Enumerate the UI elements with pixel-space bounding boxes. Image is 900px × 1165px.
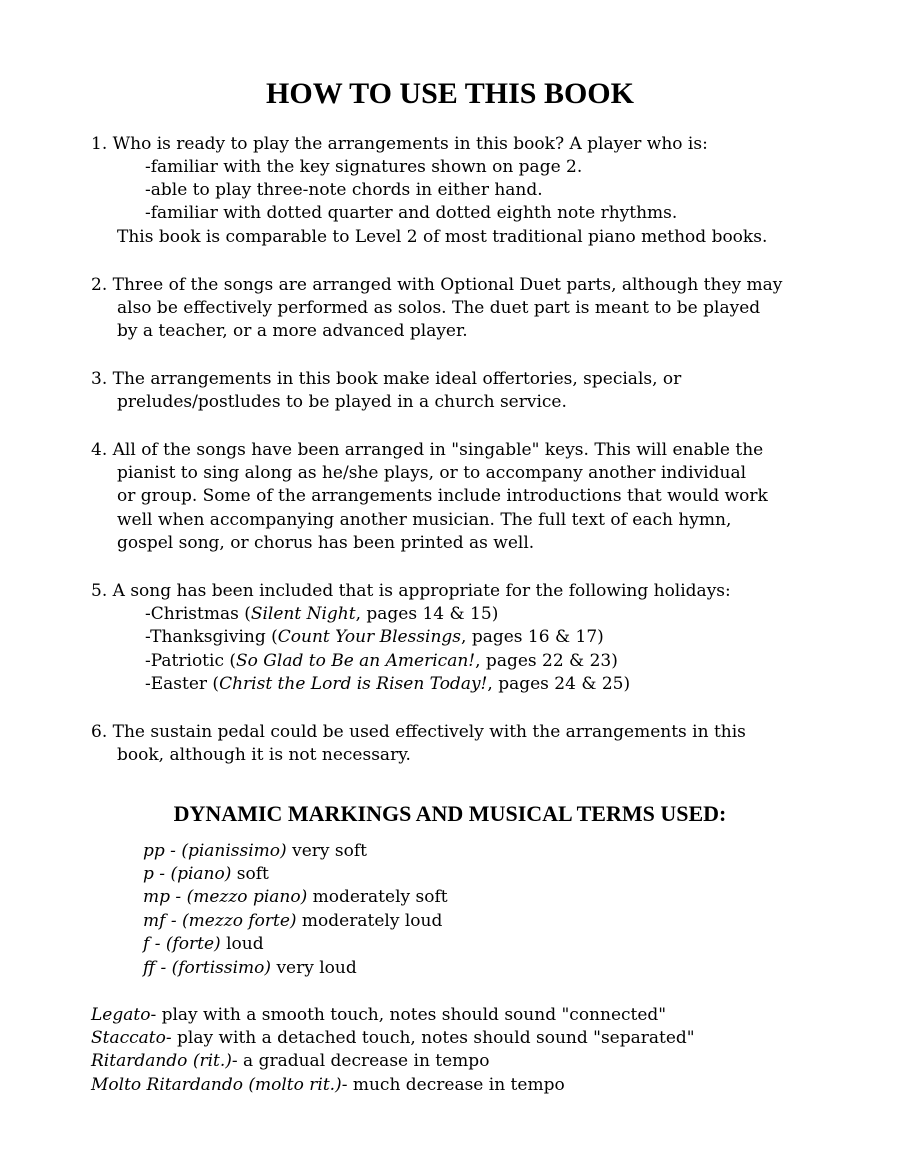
song-title: Christ the Lord is Risen Today! xyxy=(219,674,488,694)
item-4-line: well when accompanying another musician. The full text of each hymn, xyxy=(117,510,732,530)
page-title: HOW TO USE THIS BOOK xyxy=(266,77,634,110)
dynamic-name: (forte) xyxy=(165,934,221,954)
dynamic-marking xyxy=(143,910,442,933)
dynamic-separator: - xyxy=(170,887,187,907)
dynamic-separator: - xyxy=(165,911,182,931)
item-number: 2. xyxy=(91,275,108,295)
dynamic-meaning: loud xyxy=(220,934,264,954)
dynamic-separator: - xyxy=(155,958,172,978)
term-name: Ritardando (rit.) xyxy=(91,1051,232,1071)
dynamic-symbol: pp xyxy=(143,841,165,861)
holiday-pages: , pages 16 & 17) xyxy=(461,627,604,647)
term-legato xyxy=(91,1004,666,1027)
dynamic-symbol: mf xyxy=(143,911,166,931)
dynamic-name: (piano) xyxy=(170,864,232,884)
dynamic-marking xyxy=(143,886,448,909)
holiday-label: -Thanksgiving ( xyxy=(145,627,278,647)
term-name: Molto Ritardando (molto rit.) xyxy=(91,1075,342,1095)
item-3-line: preludes/postludes to be played in a church service. xyxy=(117,392,567,412)
item-2-first-line xyxy=(91,274,782,297)
holiday-pages: , pages 24 & 25) xyxy=(487,674,631,694)
item-text: The arrangements in this book make ideal offertories, specials, or xyxy=(112,369,682,389)
song-title: Silent Night xyxy=(250,604,356,624)
holiday-christmas xyxy=(145,603,498,626)
item-2-line: by a teacher, or a more advanced player. xyxy=(117,321,468,341)
holiday-pages: , pages 14 & 15) xyxy=(355,604,499,624)
item-6-first-line xyxy=(91,721,746,744)
dynamic-symbol: f xyxy=(143,934,150,954)
holiday-easter xyxy=(145,673,630,696)
dynamic-separator: - xyxy=(153,864,171,884)
holiday-thanksgiving xyxy=(145,626,604,649)
dynamic-name: (mezzo piano) xyxy=(186,887,308,907)
dynamic-name: (pianissimo) xyxy=(181,841,287,861)
dynamic-name: (fortissimo) xyxy=(171,958,272,978)
item-number: 5. xyxy=(91,581,108,601)
term-name: Legato xyxy=(91,1005,151,1025)
dynamic-marking xyxy=(143,863,269,886)
item-number: 3. xyxy=(91,369,108,389)
item-4-line: or group. Some of the arrangements include introductions that would work xyxy=(117,486,768,506)
item-1-first-line xyxy=(91,133,708,156)
holiday-label: -Christmas ( xyxy=(145,604,251,624)
item-text: The sustain pedal could be used effectively with the arrangements in this xyxy=(112,722,746,742)
dynamic-meaning: moderately loud xyxy=(296,911,443,931)
dynamic-separator: - xyxy=(164,841,182,861)
term-staccato xyxy=(91,1027,695,1050)
holiday-patriotic xyxy=(145,650,618,673)
holiday-pages: , pages 22 & 23) xyxy=(475,651,618,671)
item-4-first-line xyxy=(91,439,763,462)
dynamic-marking xyxy=(143,840,367,863)
term-definition: - a gradual decrease in tempo xyxy=(231,1051,490,1071)
term-molto-ritardando xyxy=(91,1074,565,1097)
item-2-line: also be effectively performed as solos. The duet part is meant to be played xyxy=(117,298,761,318)
dynamics-heading: DYNAMIC MARKINGS AND MUSICAL TERMS USED: xyxy=(173,801,727,826)
dynamic-marking xyxy=(143,933,264,956)
holiday-label: -Easter ( xyxy=(145,674,220,694)
item-3-first-line xyxy=(91,368,681,391)
dynamic-symbol: ff xyxy=(143,958,156,978)
item-5-first-line xyxy=(91,580,731,603)
song-title: So Glad to Be an American! xyxy=(236,651,476,671)
item-number: 6. xyxy=(91,722,108,742)
item-number: 4. xyxy=(91,440,108,460)
item-number: 1. xyxy=(91,134,108,154)
item-text: Three of the songs are arranged with Optional Duet parts, although they may xyxy=(112,275,783,295)
dynamic-meaning: soft xyxy=(231,864,269,884)
song-title: Count Your Blessings xyxy=(277,627,462,647)
term-name: Staccato xyxy=(91,1028,166,1048)
item-text: All of the songs have been arranged in "singable" keys. This will enable the xyxy=(112,440,764,460)
dynamic-marking xyxy=(143,957,357,980)
dynamic-meaning: very soft xyxy=(286,841,367,861)
item-1-bullet: -familiar with the key signatures shown on page 2. xyxy=(145,157,583,177)
item-1-note: This book is comparable to Level 2 of most traditional piano method books. xyxy=(117,227,768,247)
dynamic-meaning: moderately soft xyxy=(307,887,448,907)
term-definition: - play with a detached touch, notes should sound "separated" xyxy=(165,1028,695,1048)
dynamic-name: (mezzo forte) xyxy=(181,911,297,931)
term-definition: - much decrease in tempo xyxy=(341,1075,565,1095)
item-text: A song has been included that is appropriate for the following holidays: xyxy=(112,581,731,601)
holiday-label: -Patriotic ( xyxy=(145,651,237,671)
dynamic-meaning: very loud xyxy=(271,958,357,978)
dynamic-separator: - xyxy=(149,934,166,954)
term-definition: - play with a smooth touch, notes should sound "connected" xyxy=(150,1005,667,1025)
dynamic-symbol: p xyxy=(143,864,154,884)
dynamic-symbol: mp xyxy=(143,887,171,907)
item-text: Who is ready to play the arrangements in this book? A player who is: xyxy=(112,134,708,154)
item-4-line: pianist to sing along as he/she plays, or to accompany another individual xyxy=(117,463,747,483)
term-ritardando xyxy=(91,1050,489,1073)
item-1-bullet: -able to play three-note chords in either hand. xyxy=(145,180,543,200)
item-4-line: gospel song, or chorus has been printed as well. xyxy=(117,533,535,553)
item-1-bullet: -familiar with dotted quarter and dotted eighth note rhythms. xyxy=(145,203,678,223)
item-6-line: book, although it is not necessary. xyxy=(117,745,411,765)
